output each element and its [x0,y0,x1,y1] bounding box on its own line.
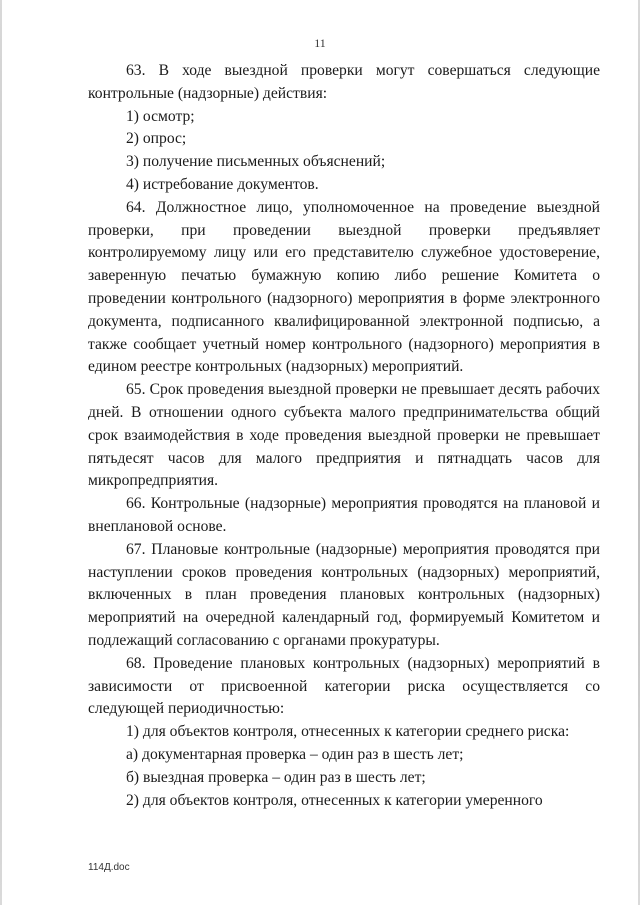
list-item-field-check: б) выездная проверка – один раз в шесть лет; [126,768,426,786]
list-item-medium-risk: 1) для объектов контроля, отнесенных к категории среднего риска: [126,723,570,741]
page-number: 11 [314,36,326,50]
paragraph-64: 64. Должностное лицо, уполномоченное на проведение выездной проверки, при проведении выездной проверки предъявляет контролируемому лицу или его представителю служебное удостоверение, заверенную печатью бумажную копию либо решение Комитета о проведении контрольного (надзорного) мероприятия в форме электронного документа, подписанного квалифицированной электронной подписью, а также сообщает учетный номер контрольного (надзорного) мероприятия в едином реестре контрольных (надзорных) мероприятий. [88,198,600,376]
scan-edge-left [0,0,2,905]
list-item-written-explanations: 3) получение письменных объяснений; [126,153,386,171]
paragraph-65: 65. Срок проведения выездной проверки не превышает десять рабочих дней. В отношении одного субъекта малого предпринимательства общий срок взаимодействия в ходе проведения выездной проверки не превышает пятьдесят часов для малого предприятия и пятнадцать часов для микропредприятия. [88,381,600,490]
list-item-survey: 2) опрос; [126,130,187,148]
footer-filename: 114Д.doc [88,862,130,873]
list-item-inspection: 1) осмотр; [126,107,195,125]
paragraph-66: 66. Контрольные (надзорные) мероприятия проводятся на плановой и внеплановой основе. [88,495,600,535]
document-body [88,60,600,812]
list-item-documents-request: 4) истребование документов. [126,175,319,193]
list-item-documentary-check: а) документарная проверка – один раз в шесть лет; [126,745,464,763]
list-item-moderate-risk: 2) для объектов контроля, отнесенных к категории умеренного [126,791,543,809]
paragraph-68: 68. Проведение плановых контрольных (надзорных) мероприятий в зависимости от присвоенной категории риска осуществляется со следующей периодичностью: [88,654,600,718]
paragraph-67: 67. Плановые контрольные (надзорные) мероприятия проводятся при наступлении сроков проведения контрольных (надзорных) мероприятий, включенных в план проведения плановых контрольных (надзорных) мероприятий на очередной календарный год, формируемый Комитетом и подлежащий согласованию с органами прокуратуры. [88,540,600,649]
paragraph-63: 63. В ходе выездной проверки могут совершаться следующие контрольные (надзорные) действия: [88,62,600,102]
